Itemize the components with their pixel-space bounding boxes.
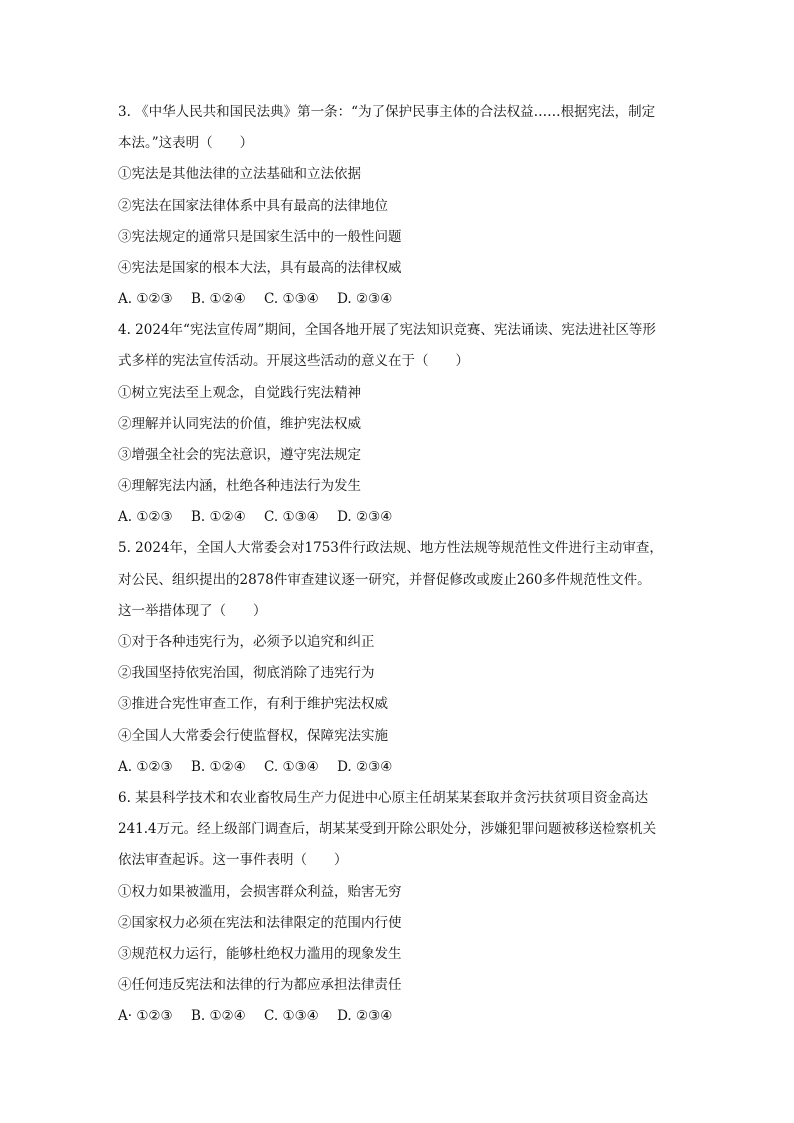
statement: ④全国人大常委会行使监督权，保障宪法实施 [118,728,388,744]
option-d: D. ②③④ [337,291,393,307]
question-stem-line: 6. 某县科学技术和农业畜牧局生产力促进中心原主任胡某某套取并贪污扶贫项目资金高达 [118,790,649,806]
statement: ①宪法是其他法律的立法基础和立法依据 [118,166,361,182]
question-stem-line: 3. 《中华人民共和国民法典》第一条：“为了保护民事主体的合法权益……根据宪法，制定 [118,104,656,120]
question-stem-line: 依法审查起诉。这一事件表明（ ） [118,852,348,868]
option-c: C. ①③④ [264,509,319,525]
statement: ②国家权力必须在宪法和法律限定的范围内行使 [118,915,402,931]
statement: ②我国坚持依宪治国，彻底消除了违宪行为 [118,665,375,681]
question-stem-line: 241.4万元。经上级部门调查后，胡某某受到开除公职处分，涉嫌犯罪问题被移送检察机关 [118,821,657,837]
question-stem-line: 这一举措体现了（ ） [118,603,267,619]
statement: ①权力如果被滥用，会损害群众利益，贻害无穷 [118,884,402,900]
question-stem-line: 5. 2024年，全国人大常委会对1753件行政法规、地方性法规等规范性文件进行主动审查， [118,540,663,556]
option-b: B. ①②④ [190,291,246,307]
question-stem-line: 4. 2024年“宪法宣传周”期间，全国各地开展了宪法知识竞赛、宪法诵读、宪法进社区等形 [118,322,656,338]
option-d: D. ②③④ [337,759,393,775]
options-row [118,757,406,777]
option-d: D. ②③④ [337,509,393,525]
option-c: C. ①③④ [264,291,319,307]
statement: ③规范权力运行，能够杜绝权力滥用的现象发生 [118,946,402,962]
statement: ③增强全社会的宪法意识，遵守宪法规定 [118,447,361,463]
statement: ②理解并认同宪法的价值，维护宪法权威 [118,416,361,432]
option-c: C. ①③④ [264,759,319,775]
option-d: D. ②③④ [337,1008,393,1024]
statement: ③宪法规定的通常只是国家生活中的一般性问题 [118,229,402,245]
statement: ④理解宪法内涵，杜绝各种违法行为发生 [118,478,361,494]
statement: ③推进合宪性审查工作，有利于维护宪法权威 [118,696,388,712]
option-b: B. ①②④ [190,1008,246,1024]
statement: ④任何违反宪法和法律的行为都应承担法律责任 [118,977,402,993]
option-a: A. ①②③ [118,291,173,307]
options-row [118,289,406,309]
option-a: A· ①②③ [118,1008,173,1024]
statement: ①对于各种违宪行为，必须予以追究和纠正 [118,634,375,650]
question-stem-line: 式多样的宪法宣传活动。开展这些活动的意义在于（ ） [118,353,469,369]
option-b: B. ①②④ [190,759,246,775]
question-stem-line: 本法。”这表明（ ） [118,135,254,151]
options-row [118,1006,406,1026]
option-a: A. ①②③ [118,509,173,525]
question-stem-line: 对公民、组织提出的2878件审查建议逐一研究，并督促修改或废止260多件规范性文件。 [118,572,651,588]
statement: ②宪法在国家法律体系中具有最高的法律地位 [118,198,388,214]
options-row [118,507,406,527]
statement: ④宪法是国家的根本大法，具有最高的法律权威 [118,260,402,276]
option-c: C. ①③④ [264,1008,319,1024]
option-b: B. ①②④ [190,509,246,525]
statement: ①树立宪法至上观念，自觉践行宪法精神 [118,385,361,401]
option-a: A. ①②③ [118,759,173,775]
